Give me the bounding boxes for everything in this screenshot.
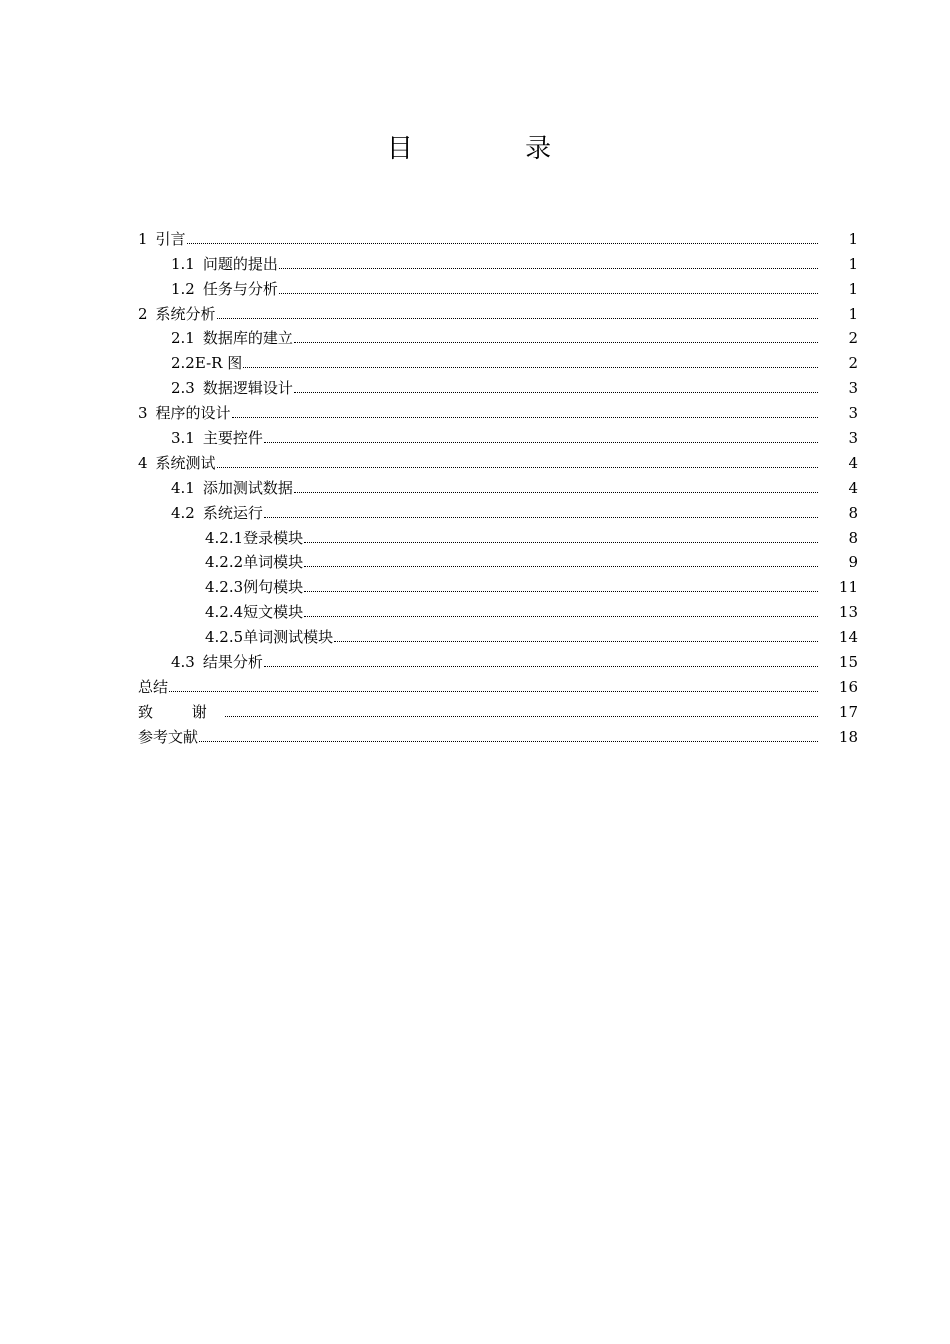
toc-entry[interactable] bbox=[138, 523, 860, 548]
toc-entry-page-number: 8 bbox=[848, 503, 858, 522]
toc-entry-label bbox=[171, 428, 263, 448]
table-of-contents bbox=[138, 224, 860, 747]
toc-entry-text: 添加测试数据 bbox=[202, 478, 293, 497]
toc-entry-page-number: 9 bbox=[848, 553, 858, 572]
dot-leader bbox=[264, 666, 818, 667]
toc-entry-label bbox=[205, 627, 333, 647]
toc-entry-text: 系统测试 bbox=[155, 453, 216, 472]
toc-entry-text: 任务与分析 bbox=[202, 279, 278, 298]
toc-entry-number: 3 bbox=[138, 404, 148, 423]
dot-leader bbox=[199, 741, 818, 742]
toc-entry-number: 2 bbox=[138, 304, 148, 323]
toc-entry[interactable] bbox=[138, 423, 860, 448]
toc-entry-page-number: 3 bbox=[848, 429, 858, 448]
toc-entry-text: 数据库的建立 bbox=[202, 329, 293, 348]
toc-entry-text: 总结 bbox=[138, 677, 169, 696]
dot-leader bbox=[264, 517, 818, 518]
toc-entry-page-number: 2 bbox=[848, 329, 858, 348]
toc-entry-text: 主要控件 bbox=[202, 429, 263, 448]
toc-entry[interactable] bbox=[138, 697, 860, 722]
toc-entry-page-number: 2 bbox=[848, 354, 858, 373]
toc-entry-text: 系统运行 bbox=[202, 503, 263, 522]
dot-leader bbox=[217, 467, 818, 468]
toc-entry[interactable] bbox=[138, 548, 860, 573]
toc-entry-text: 问题的提出 bbox=[202, 254, 278, 273]
toc-entry-page-number: 1 bbox=[848, 279, 858, 298]
dot-leader bbox=[294, 492, 818, 493]
toc-entry[interactable] bbox=[138, 398, 860, 423]
toc-entry-page-number: 3 bbox=[848, 379, 858, 398]
toc-entry-text: 数据逻辑设计 bbox=[202, 379, 293, 398]
toc-entry[interactable] bbox=[138, 498, 860, 523]
toc-entry-label bbox=[138, 453, 216, 473]
toc-entry-page-number: 18 bbox=[838, 727, 858, 746]
toc-entry-page-number: 1 bbox=[848, 304, 858, 323]
toc-entry[interactable] bbox=[138, 597, 860, 622]
dot-leader bbox=[294, 342, 818, 343]
toc-entry-page-number: 1 bbox=[848, 254, 858, 273]
toc-entry-number: 3.1 bbox=[171, 429, 195, 448]
toc-entry[interactable] bbox=[138, 348, 860, 373]
toc-entry-text: 程序的设计 bbox=[155, 404, 231, 423]
toc-entry-text: 4.2.3例句模块 bbox=[205, 578, 304, 597]
toc-entry-page-number: 13 bbox=[838, 603, 858, 622]
toc-entry-page-number: 3 bbox=[848, 404, 858, 423]
toc-entry-text: 4.2.1登录模块 bbox=[205, 528, 304, 547]
toc-entry-page-number: 16 bbox=[838, 677, 858, 696]
toc-entry-label bbox=[171, 254, 278, 274]
toc-entry-page-number: 8 bbox=[848, 528, 858, 547]
toc-entry[interactable] bbox=[138, 299, 860, 324]
dot-leader bbox=[279, 293, 818, 294]
toc-entry[interactable] bbox=[138, 622, 860, 647]
dot-leader bbox=[304, 566, 818, 567]
toc-entry-number: 4 bbox=[138, 453, 148, 472]
toc-entry-number: 4.1 bbox=[171, 478, 195, 497]
toc-entry-label bbox=[171, 279, 278, 299]
dot-leader bbox=[169, 691, 818, 692]
dot-leader bbox=[217, 318, 818, 319]
toc-entry-text: 引言 bbox=[155, 229, 186, 248]
toc-entry-page-number: 1 bbox=[848, 229, 858, 248]
toc-entry-label bbox=[171, 378, 293, 398]
dot-leader bbox=[334, 641, 818, 642]
toc-entry[interactable] bbox=[138, 249, 860, 274]
toc-entry-text: 参考文献 bbox=[138, 727, 199, 746]
toc-entry-label bbox=[138, 229, 186, 249]
toc-entry-label bbox=[138, 304, 216, 324]
toc-entry[interactable] bbox=[138, 373, 860, 398]
dot-leader bbox=[304, 616, 818, 617]
toc-entry-text: 4.2.4短文模块 bbox=[205, 603, 304, 622]
toc-entry-label bbox=[138, 677, 168, 697]
toc-entry-page-number: 4 bbox=[848, 453, 858, 472]
dot-leader bbox=[264, 442, 818, 443]
dot-leader bbox=[187, 243, 818, 244]
toc-entry-label bbox=[171, 328, 293, 348]
toc-entry[interactable] bbox=[138, 473, 860, 498]
toc-entry-page-number: 17 bbox=[838, 702, 858, 721]
toc-entry-label bbox=[205, 602, 303, 622]
toc-entry-text: 结果分析 bbox=[202, 653, 263, 672]
toc-entry-label bbox=[171, 652, 263, 672]
toc-entry[interactable] bbox=[138, 647, 860, 672]
toc-entry-label bbox=[205, 552, 303, 572]
toc-entry-text: 4.2.2单词模块 bbox=[205, 553, 304, 572]
toc-entry-number: 4.2 bbox=[171, 503, 195, 522]
toc-entry-page-number: 4 bbox=[848, 478, 858, 497]
dot-leader bbox=[304, 591, 818, 592]
toc-entry[interactable] bbox=[138, 274, 860, 299]
toc-entry[interactable] bbox=[138, 572, 860, 597]
toc-entry[interactable] bbox=[138, 448, 860, 473]
toc-entry-label bbox=[171, 503, 263, 523]
dot-leader bbox=[279, 268, 818, 269]
toc-entry-label bbox=[138, 727, 198, 747]
toc-entry-text: 系统分析 bbox=[155, 304, 216, 323]
dot-leader bbox=[225, 716, 818, 717]
toc-entry-label bbox=[171, 353, 242, 373]
toc-entry-label bbox=[171, 478, 293, 498]
toc-entry-label bbox=[205, 528, 303, 548]
toc-entry-label bbox=[138, 403, 231, 423]
page-title: 目 录 bbox=[386, 134, 604, 164]
toc-entry[interactable] bbox=[138, 224, 860, 249]
dot-leader bbox=[304, 542, 818, 543]
toc-entry-number: 1.1 bbox=[171, 254, 195, 273]
toc-entry-page-number: 15 bbox=[838, 653, 858, 672]
toc-entry-text: 2.2E-R 图 bbox=[171, 354, 243, 373]
toc-entry-number: 2.3 bbox=[171, 379, 195, 398]
toc-entry-text: 4.2.5单词测试模块 bbox=[205, 628, 334, 647]
toc-entry-page-number: 14 bbox=[838, 628, 858, 647]
toc-entry-number: 2.1 bbox=[171, 329, 195, 348]
toc-entry[interactable] bbox=[138, 324, 860, 349]
toc-entry-text: 致 谢 bbox=[138, 702, 224, 721]
toc-entry-number: 1 bbox=[138, 229, 148, 248]
toc-entry-label bbox=[138, 702, 224, 722]
toc-entry-number: 4.3 bbox=[171, 653, 195, 672]
toc-entry-page-number: 11 bbox=[838, 578, 858, 597]
toc-entry-number: 1.2 bbox=[171, 279, 195, 298]
dot-leader bbox=[243, 367, 818, 368]
toc-entry[interactable] bbox=[138, 722, 860, 747]
toc-entry[interactable] bbox=[138, 672, 860, 697]
dot-leader bbox=[294, 392, 818, 393]
dot-leader bbox=[232, 417, 818, 418]
toc-entry-label bbox=[205, 577, 303, 597]
